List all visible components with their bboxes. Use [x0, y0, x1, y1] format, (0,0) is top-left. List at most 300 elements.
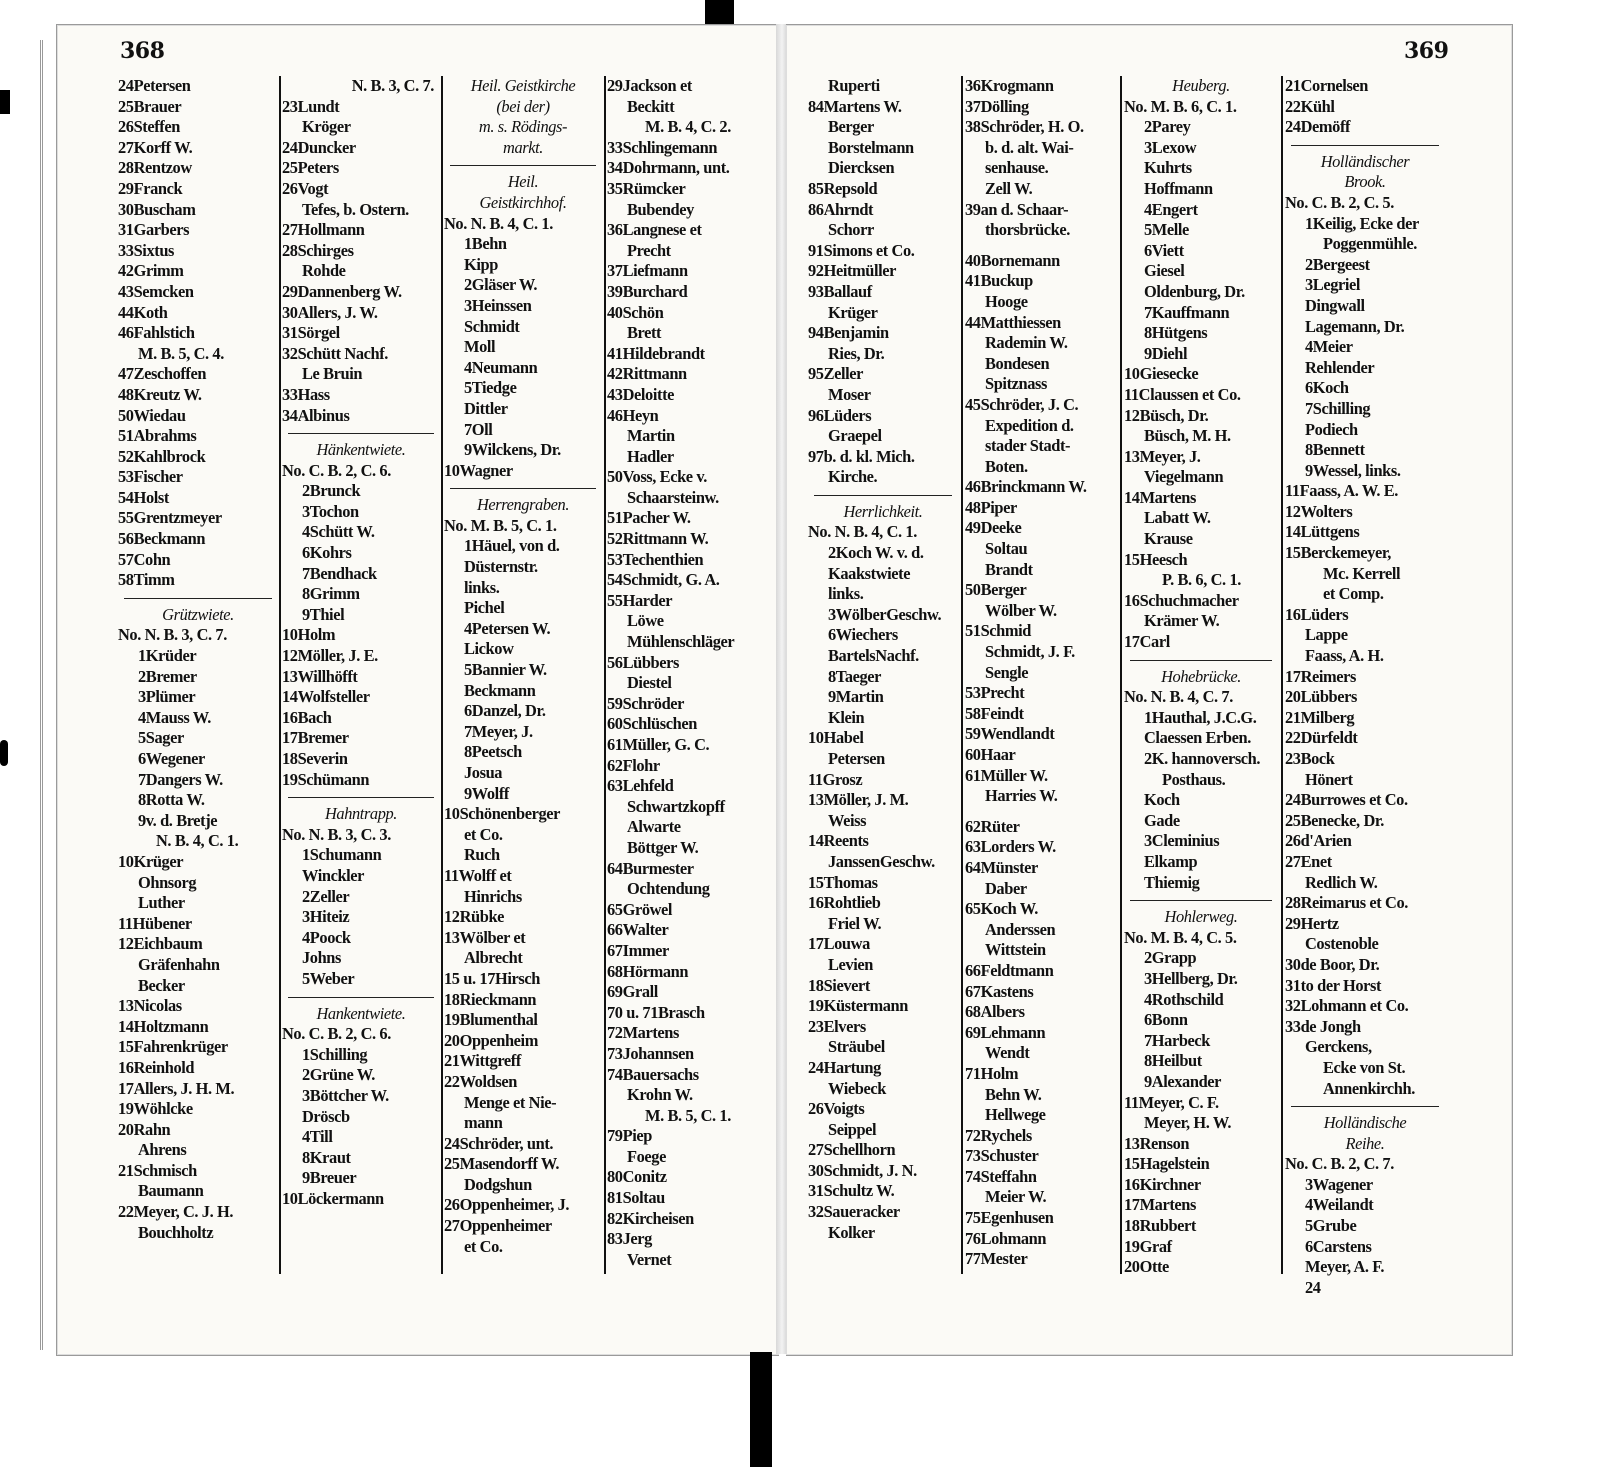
- directory-entry: 15Hagelstein: [1124, 1154, 1210, 1174]
- directory-entry: 27Korff W.: [118, 137, 193, 157]
- directory-entry: 24: [1305, 1277, 1321, 1297]
- directory-entry: 22Meyer, C. J. H.: [118, 1202, 234, 1222]
- directory-entry: 24Burrowes et Co.: [1285, 790, 1408, 810]
- directory-entry: 52Rittmann W.: [607, 529, 709, 549]
- directory-entry: 10Schönenberger: [444, 804, 561, 824]
- directory-entry: 15Thomas: [808, 872, 878, 892]
- directory-entry: Pichel: [464, 598, 505, 618]
- directory-entry: Hellwege: [985, 1105, 1046, 1125]
- directory-entry: 66Feldtmann: [965, 960, 1054, 980]
- directory-entry: 18Rubbert: [1124, 1216, 1196, 1236]
- directory-entry: 50Wiedau: [118, 405, 186, 425]
- street-heading: Heil. Geistkirche: [470, 76, 576, 95]
- directory-entry: Menge et Nie-: [464, 1092, 557, 1112]
- directory-entry: Baumann: [138, 1181, 204, 1201]
- directory-entry: 11Faass, A. W. E.: [1285, 481, 1398, 501]
- directory-entry: Gräfenhahn: [138, 954, 220, 974]
- directory-entry: Dodgshun: [464, 1174, 532, 1194]
- directory-entry: 80Conitz: [607, 1167, 667, 1187]
- directory-entry: No. M. B. 4, C. 5.: [1124, 927, 1237, 947]
- directory-entry: 35Rümcker: [607, 178, 686, 198]
- directory-entry: 3Legriel: [1305, 275, 1361, 295]
- directory-entry: Podiech: [1305, 419, 1358, 439]
- directory-entry: Mc. Kerrell: [1323, 563, 1401, 583]
- directory-entry: 56Beckmann: [118, 529, 206, 549]
- directory-entry: 3Tochon: [302, 501, 359, 521]
- directory-entry: Harries W.: [985, 786, 1058, 806]
- directory-entry: et Comp.: [1323, 584, 1384, 604]
- street-heading: Herrengraben.: [476, 495, 570, 515]
- directory-entry: 51Pacher W.: [607, 508, 691, 528]
- section-divider: [124, 598, 272, 599]
- directory-entry: 13Möller, J. M.: [808, 790, 909, 810]
- directory-entry: b. d. alt. Wai-: [985, 137, 1074, 157]
- directory-entry: 34Dohrmann, unt.: [607, 158, 730, 178]
- directory-entry: Ruperti: [828, 76, 880, 95]
- directory-entry: M. B. 4, C. 2.: [645, 117, 731, 137]
- directory-entry: 10Krüger: [118, 851, 184, 871]
- directory-entry: 62Flohr: [607, 755, 660, 775]
- directory-entry: 1Hauthal, J.C.G.: [1144, 707, 1257, 727]
- directory-entry: 6Kohrs: [302, 543, 352, 563]
- directory-entry: 10Giesecke: [1124, 364, 1199, 384]
- directory-entry: 3Wagener: [1305, 1174, 1373, 1194]
- directory-entry: Kolker: [828, 1222, 875, 1242]
- directory-entry: 42Grimm: [118, 261, 184, 281]
- directory-entry: Böttger W.: [627, 837, 699, 857]
- left-column-4: [607, 76, 767, 1270]
- directory-entry: 5Grube: [1305, 1216, 1357, 1236]
- column-divider: [441, 76, 443, 1274]
- street-heading: Geistkirchhof.: [479, 192, 567, 212]
- section-divider: [450, 165, 596, 166]
- directory-entry: Foege: [627, 1146, 666, 1166]
- street-heading: Holländischer: [1320, 151, 1410, 171]
- directory-entry: Dröscb: [302, 1106, 350, 1126]
- directory-entry: 12Büsch, Dr.: [1124, 405, 1209, 425]
- directory-entry: Kröger: [302, 117, 351, 137]
- directory-entry: 79Piep: [607, 1126, 652, 1146]
- directory-entry: 8Rotta W.: [138, 790, 205, 810]
- directory-entry: 3Heinssen: [464, 295, 532, 315]
- directory-entry: 25Benecke, Dr.: [1285, 810, 1384, 830]
- directory-entry: 32Lohmann et Co.: [1285, 996, 1409, 1016]
- directory-entry: 4Meier: [1305, 337, 1353, 357]
- directory-entry: 3Lexow: [1144, 137, 1197, 157]
- directory-entry: 3WölberGeschw.: [828, 604, 942, 624]
- directory-entry: 5Sager: [138, 728, 184, 748]
- directory-entry: 2Koch W. v. d.: [828, 543, 924, 563]
- spacer: [965, 807, 1117, 817]
- directory-entry: Graepel: [828, 426, 882, 446]
- directory-entry: 48Piper: [965, 497, 1017, 517]
- directory-entry: 12Eichbaum: [118, 934, 203, 954]
- directory-entry: Seippel: [828, 1119, 877, 1139]
- directory-entry: 7Harbeck: [1144, 1030, 1210, 1050]
- directory-entry: 17Allers, J. H. M.: [118, 1078, 235, 1098]
- directory-entry: 44Koth: [118, 302, 168, 322]
- directory-entry: 31Sörgel: [282, 323, 340, 343]
- directory-entry: 25Peters: [282, 158, 339, 178]
- directory-entry: 57Cohn: [118, 549, 171, 569]
- directory-entry: 8Grimm: [302, 584, 360, 604]
- directory-entry: 93Ballauf: [808, 281, 872, 301]
- directory-entry: 5Melle: [1144, 220, 1189, 240]
- directory-entry: 97b. d. kl. Mich.: [808, 446, 915, 466]
- directory-entry: 10Wagner: [444, 460, 513, 480]
- directory-entry: Bouchholtz: [138, 1222, 214, 1242]
- directory-entry: 1Häuel, von d.: [464, 536, 560, 556]
- directory-entry: 52Kahlbrock: [118, 446, 206, 466]
- directory-entry: links.: [464, 577, 500, 597]
- directory-entry: 16Lüders: [1285, 604, 1349, 624]
- directory-entry: 26Steffen: [118, 117, 180, 137]
- directory-entry: Diercksen: [828, 158, 895, 178]
- street-heading: Hohlerweg.: [1164, 907, 1238, 927]
- left-page-leaf-edges: [40, 40, 57, 1350]
- directory-entry: 7Schilling: [1305, 398, 1371, 418]
- directory-entry: 8Heilbut: [1144, 1051, 1202, 1071]
- directory-entry: 2K. hannoversch.: [1144, 749, 1261, 768]
- directory-entry: 65Gröwel: [607, 899, 673, 919]
- directory-entry: 82Kircheisen: [607, 1208, 694, 1228]
- column-divider: [1281, 76, 1283, 1274]
- directory-entry: Zell W.: [985, 178, 1033, 198]
- directory-entry: 24Petersen: [118, 76, 191, 95]
- directory-entry: 59Schröder: [607, 693, 685, 713]
- directory-entry: 9v. d. Bretje: [138, 810, 218, 830]
- directory-entry: Lickow: [464, 639, 514, 659]
- directory-entry: 58Timm: [118, 570, 175, 590]
- directory-entry: No. C. B. 2, C. 6.: [282, 460, 391, 480]
- directory-entry: N. B. 3, C. 7.: [351, 76, 434, 95]
- directory-entry: 61Müller, G. C.: [607, 735, 710, 754]
- directory-entry: 4Till: [302, 1127, 333, 1147]
- directory-entry: No. N. B. 4, C. 1.: [444, 213, 553, 233]
- directory-entry: 9Martin: [828, 687, 884, 707]
- directory-entry: 1Krüder: [138, 646, 197, 666]
- directory-entry: 65Koch W.: [965, 899, 1038, 919]
- directory-entry: 30de Boor, Dr.: [1285, 954, 1380, 974]
- directory-entry: 94Benjamin: [808, 323, 889, 343]
- directory-entry: 42Rittmann: [607, 364, 687, 384]
- directory-entry: 10Habel: [808, 728, 864, 748]
- directory-entry: 2Grapp: [1144, 948, 1197, 968]
- directory-entry: Labatt W.: [1144, 508, 1211, 528]
- directory-entry: Sträubel: [828, 1037, 885, 1057]
- directory-entry: P. B. 6, C. 1.: [1162, 570, 1241, 590]
- directory-entry: 41Buckup: [965, 271, 1033, 291]
- directory-entry: Ahrens: [138, 1140, 187, 1160]
- directory-entry: et Co.: [464, 824, 503, 844]
- directory-entry: 8Bennett: [1305, 440, 1365, 460]
- directory-entry: 2Grüne W.: [302, 1065, 375, 1085]
- directory-entry: 75Egenhusen: [965, 1208, 1054, 1228]
- directory-entry: 2Parey: [1144, 117, 1191, 137]
- directory-entry: 9Alexander: [1144, 1071, 1222, 1091]
- directory-entry: Hooge: [985, 291, 1028, 311]
- directory-entry: Krämer W.: [1144, 611, 1220, 631]
- directory-entry: 53Techenthien: [607, 549, 704, 569]
- directory-entry: 39an d. Schaar-: [965, 199, 1069, 219]
- directory-entry: 5Tiedge: [464, 378, 517, 398]
- directory-entry: 68Hörmann: [607, 961, 689, 981]
- directory-entry: 6Wiechers: [828, 625, 898, 645]
- directory-entry: 3Plümer: [138, 687, 196, 707]
- directory-entry: 20Oppenheim: [444, 1030, 538, 1050]
- directory-entry: 2Brunck: [302, 481, 361, 501]
- directory-entry: Bubendey: [627, 199, 694, 219]
- directory-entry: 4Schütt W.: [302, 522, 375, 542]
- directory-entry: 24Demöff: [1285, 117, 1351, 137]
- directory-entry: 46Brinckmann W.: [965, 477, 1087, 497]
- directory-entry: 13Willhöfft: [282, 666, 358, 686]
- directory-entry: Gerckens,: [1305, 1037, 1372, 1057]
- directory-entry: 83Jerg: [607, 1229, 652, 1249]
- directory-entry: 33Hass: [282, 384, 330, 404]
- directory-entry: 40Schön: [607, 302, 664, 322]
- directory-entry: 4Neumann: [464, 357, 538, 377]
- directory-entry: 17Louwa: [808, 934, 870, 954]
- right-column-1: [808, 76, 958, 1243]
- directory-entry: 22Woldsen: [444, 1071, 517, 1091]
- directory-entry: 70 u. 71Brasch: [607, 1002, 705, 1022]
- directory-entry: Becker: [138, 975, 185, 995]
- directory-entry: 11Meyer, C. F.: [1124, 1092, 1219, 1112]
- directory-entry: Tefes, b. Ostern.: [302, 199, 409, 219]
- directory-entry: 40Bornemann: [965, 250, 1060, 270]
- section-divider: [1130, 660, 1272, 661]
- directory-entry: Moll: [464, 337, 496, 357]
- directory-entry: 15 u. 17Hirsch: [444, 968, 540, 988]
- directory-entry: 1Schilling: [302, 1044, 368, 1064]
- directory-entry: 33de Jongh: [1285, 1016, 1361, 1036]
- directory-entry: Posthaus.: [1162, 769, 1226, 789]
- directory-entry: JanssenGeschw.: [828, 851, 935, 871]
- directory-entry: 33Schlingemann: [607, 137, 718, 157]
- directory-entry: 68Albers: [965, 1002, 1025, 1022]
- directory-entry: Levien: [828, 954, 873, 974]
- directory-entry: Redlich W.: [1305, 872, 1378, 892]
- directory-entry: 9Wessel, links.: [1305, 460, 1401, 480]
- directory-entry: 13Nicolas: [118, 996, 182, 1016]
- directory-entry: Annenkirchh.: [1323, 1078, 1415, 1098]
- directory-entry: 10Holm: [282, 625, 336, 645]
- directory-entry: 28Schirges: [282, 240, 354, 260]
- directory-entry: 33Sixtus: [118, 240, 175, 260]
- directory-entry: 38Schröder, H. O.: [965, 117, 1084, 137]
- directory-entry: Petersen: [828, 749, 885, 768]
- directory-entry: Löwe: [627, 611, 664, 631]
- directory-entry: Oldenburg, Dr.: [1144, 281, 1245, 301]
- directory-entry: 11Wolff et: [444, 865, 512, 885]
- directory-entry: Hinrichs: [464, 886, 522, 906]
- street-heading: Hahntrapp.: [324, 804, 398, 824]
- directory-entry: 24Schröder, unt.: [444, 1133, 554, 1153]
- directory-entry: 64Burmester: [607, 858, 694, 878]
- directory-entry: 63Lehfeld: [607, 776, 674, 796]
- section-divider: [288, 433, 434, 434]
- directory-entry: Ochtendung: [627, 879, 710, 899]
- directory-entry: 15Berckemeyer,: [1285, 543, 1391, 563]
- directory-entry: 23Bock: [1285, 749, 1335, 768]
- directory-entry: 5Weber: [302, 968, 355, 988]
- right-page-number: 369: [1404, 38, 1449, 64]
- directory-entry: Daber: [985, 878, 1027, 898]
- street-heading: (bei der): [496, 96, 550, 116]
- directory-entry: 13Renson: [1124, 1133, 1190, 1153]
- directory-entry: 49Deeke: [965, 518, 1022, 538]
- directory-entry: Behn W.: [985, 1084, 1042, 1104]
- directory-entry: 27Enet: [1285, 851, 1332, 871]
- left-column-3: [444, 76, 602, 1257]
- right-column-4: [1285, 76, 1445, 1298]
- directory-entry: 18Severin: [282, 749, 348, 768]
- directory-entry: 9Wolff: [464, 783, 509, 803]
- directory-entry: 14Wolfsteller: [282, 687, 370, 707]
- column-divider: [279, 76, 281, 1274]
- directory-entry: 34Albinus: [282, 405, 350, 425]
- column-divider: [961, 76, 963, 1274]
- directory-entry: No. N. B. 3, C. 3.: [282, 824, 391, 844]
- directory-entry: 19Wöhlcke: [118, 1099, 193, 1119]
- directory-entry: 30Schmidt, J. N.: [808, 1160, 917, 1180]
- directory-entry: 39Burchard: [607, 281, 688, 301]
- directory-entry: 20Rahn: [118, 1119, 171, 1139]
- directory-entry: 67Kastens: [965, 981, 1034, 1001]
- directory-entry: 37Liefmann: [607, 261, 688, 281]
- directory-entry: Soltau: [985, 539, 1028, 559]
- left-edge-mark-2: [0, 740, 8, 766]
- directory-entry: Kaakstwiete: [828, 563, 911, 583]
- directory-entry: 31Garbers: [118, 220, 190, 240]
- directory-entry: 43Semcken: [118, 281, 194, 301]
- directory-entry: Dingwall: [1305, 295, 1365, 315]
- directory-entry: 26Vogt: [282, 178, 329, 198]
- street-heading: Hänkentwiete.: [316, 440, 406, 460]
- directory-entry: 9Diehl: [1144, 343, 1188, 363]
- directory-entry: Thiemig: [1144, 872, 1200, 892]
- directory-entry: Düsternstr.: [464, 557, 538, 577]
- directory-entry: 21Milberg: [1285, 707, 1355, 727]
- directory-entry: Kirche.: [828, 467, 878, 487]
- directory-entry: Krohn W.: [627, 1085, 693, 1105]
- directory-entry: 43Deloitte: [607, 384, 674, 404]
- directory-entry: 24Hartung: [808, 1057, 881, 1077]
- directory-entry: Anderssen: [985, 919, 1056, 939]
- directory-entry: 72Martens: [607, 1023, 679, 1043]
- directory-entry: Kuhrts: [1144, 158, 1192, 178]
- spacer: [965, 241, 1117, 251]
- directory-entry: 62Rüter: [965, 816, 1020, 836]
- directory-entry: 69Lehmann: [965, 1022, 1046, 1042]
- directory-entry: 20Otte: [1124, 1257, 1169, 1277]
- directory-entry: 69Grall: [607, 982, 658, 1002]
- directory-entry: 67Immer: [607, 940, 669, 960]
- directory-entry: 6Viett: [1144, 240, 1184, 260]
- directory-entry: 6Wegener: [138, 749, 205, 768]
- directory-entry: 54Holst: [118, 487, 169, 507]
- directory-entry: Klein: [828, 707, 865, 727]
- directory-entry: 21Wittgreff: [444, 1051, 521, 1071]
- directory-entry: 21Schmisch: [118, 1160, 197, 1180]
- street-heading: Grützwiete.: [162, 604, 234, 624]
- directory-entry: mann: [464, 1113, 503, 1133]
- directory-entry: 11Hübener: [118, 913, 192, 933]
- directory-entry: Kipp: [464, 254, 498, 274]
- directory-entry: M. B. 5, C. 4.: [138, 343, 224, 363]
- directory-entry: Winckler: [302, 865, 365, 885]
- directory-entry: Brett: [627, 323, 662, 343]
- section-divider: [814, 495, 952, 496]
- directory-entry: 73Johannsen: [607, 1043, 694, 1063]
- directory-entry: 30Allers, J. W.: [282, 302, 378, 322]
- column-divider: [604, 76, 606, 1274]
- directory-entry: 4Petersen W.: [464, 618, 551, 638]
- directory-entry: Mühlenschläger: [627, 632, 735, 652]
- section-divider: [1130, 900, 1272, 901]
- directory-entry: Hoffmann: [1144, 178, 1213, 198]
- directory-entry: Gade: [1144, 810, 1180, 830]
- section-divider: [1291, 145, 1439, 146]
- directory-entry: 15Heesch: [1124, 549, 1188, 569]
- directory-entry: 13Meyer, J.: [1124, 446, 1201, 466]
- directory-entry: 14Holtzmann: [118, 1016, 209, 1036]
- directory-entry: Bondesen: [985, 353, 1050, 373]
- directory-entry: 26d'Arien: [1285, 831, 1352, 851]
- directory-entry: Schmidt: [464, 316, 520, 336]
- directory-entry: 56Lübbers: [607, 652, 679, 672]
- directory-entry: 30Buscham: [118, 199, 196, 219]
- directory-entry: No. N. B. 4, C. 1.: [808, 522, 917, 542]
- directory-entry: Hönert: [1305, 769, 1353, 789]
- directory-entry: 74Steffahn: [965, 1166, 1037, 1186]
- directory-entry: 19Küstermann: [808, 996, 908, 1016]
- directory-entry: 64Münster: [965, 857, 1038, 877]
- directory-entry: Precht: [627, 240, 671, 260]
- street-heading: Holländische: [1323, 1113, 1407, 1133]
- directory-entry: 71Holm: [965, 1063, 1019, 1083]
- directory-entry: 6Bonn: [1144, 1010, 1188, 1030]
- directory-entry: 77Mester: [965, 1249, 1028, 1269]
- directory-entry: 7Dangers W.: [138, 769, 223, 789]
- directory-entry: 14Martens: [1124, 487, 1196, 507]
- directory-entry: Vernet: [627, 1249, 672, 1269]
- directory-entry: 63Lorders W.: [965, 837, 1056, 857]
- directory-entry: 86Ahrndt: [808, 199, 874, 219]
- directory-entry: 74Bauersachs: [607, 1064, 699, 1084]
- directory-entry: 18Rieckmann: [444, 989, 537, 1009]
- directory-entry: Schorr: [828, 220, 874, 240]
- directory-entry: 7Oll: [464, 419, 493, 439]
- street-heading: m. s. Rödings-: [478, 117, 568, 137]
- directory-entry: 9Wilckens, Dr.: [464, 440, 561, 460]
- directory-entry: 44Matthiessen: [965, 312, 1061, 332]
- directory-entry: Sengle: [985, 662, 1029, 682]
- section-divider: [288, 797, 434, 798]
- directory-entry: Schwartzkopff: [627, 796, 725, 816]
- directory-entry: 23Elvers: [808, 1016, 866, 1036]
- directory-entry: 37Dölling: [965, 96, 1029, 116]
- directory-entry: 51Abrahms: [118, 426, 197, 446]
- directory-entry: M. B. 5, C. 1.: [645, 1105, 731, 1125]
- directory-entry: 29Jackson et: [607, 76, 692, 95]
- directory-entry: Rehlender: [1305, 357, 1375, 377]
- directory-entry: 19Blumenthal: [444, 1010, 538, 1030]
- directory-entry: 36Krogmann: [965, 76, 1054, 95]
- directory-entry: Lagemann, Dr.: [1305, 316, 1405, 336]
- directory-entry: 19Graf: [1124, 1236, 1172, 1256]
